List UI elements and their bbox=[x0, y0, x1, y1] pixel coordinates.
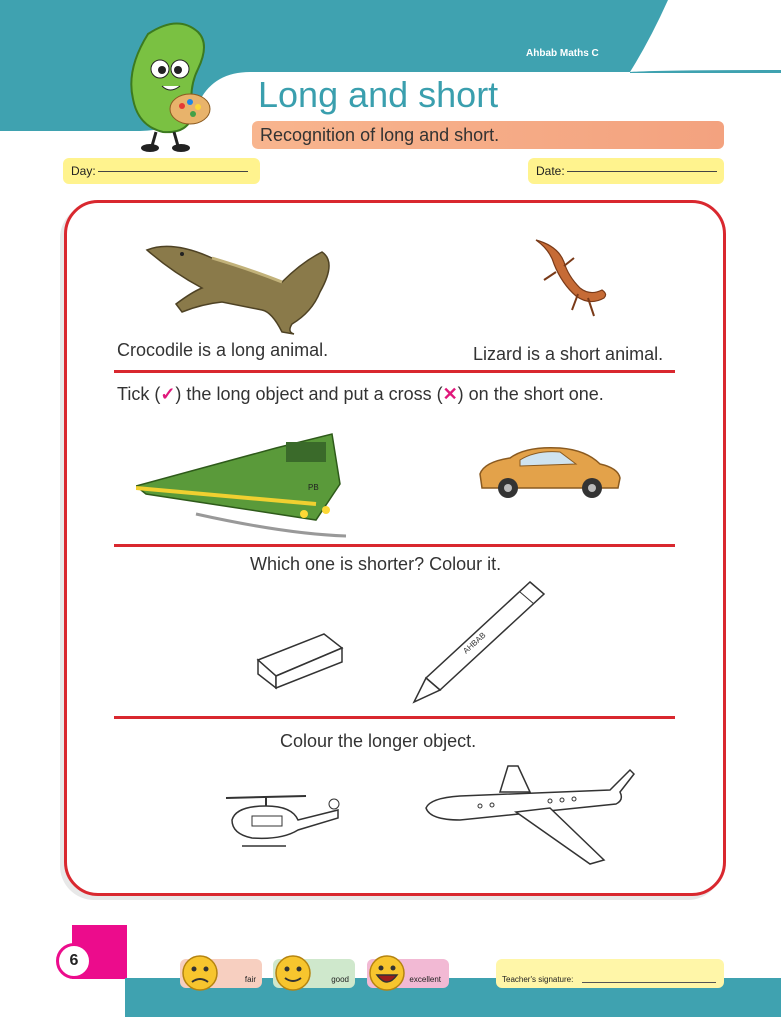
eraser-image[interactable] bbox=[254, 630, 348, 690]
laughing-face-icon bbox=[365, 951, 409, 991]
tick-instruction-part2: ) the long object and put a cross ( bbox=[175, 384, 443, 404]
day-field[interactable] bbox=[63, 158, 260, 184]
shorter-instruction: Which one is shorter? Colour it. bbox=[250, 554, 502, 574]
train-badge: PB bbox=[308, 483, 319, 492]
cross-mark-icon: ✕ bbox=[442, 384, 458, 404]
tick-instruction-part1: Tick ( bbox=[117, 384, 161, 404]
section-divider bbox=[114, 716, 675, 719]
train-image bbox=[136, 424, 356, 540]
tick-instruction bbox=[117, 384, 604, 405]
date-field[interactable] bbox=[528, 158, 724, 184]
mascot-illustration bbox=[118, 14, 218, 154]
crocodile-caption: Crocodile is a long animal. bbox=[117, 340, 329, 360]
series-label: Ahbab Maths C bbox=[526, 48, 599, 59]
tick-mark-icon: ✓ bbox=[160, 384, 176, 404]
crocodile-image bbox=[142, 232, 332, 336]
airplane-image[interactable] bbox=[420, 762, 642, 868]
rating-fair[interactable] bbox=[180, 959, 262, 988]
longer-instruction: Colour the longer object. bbox=[280, 731, 477, 751]
signature-line[interactable] bbox=[582, 982, 716, 983]
rating-good[interactable] bbox=[273, 959, 355, 988]
section-divider bbox=[114, 370, 675, 373]
day-line[interactable] bbox=[98, 171, 248, 172]
pen-image[interactable] bbox=[410, 578, 550, 706]
section-divider bbox=[114, 544, 675, 547]
date-label: Date: bbox=[536, 164, 565, 178]
teacher-signature-field[interactable] bbox=[496, 959, 724, 988]
smile-face-icon bbox=[271, 951, 315, 991]
sad-face-icon bbox=[178, 951, 222, 991]
tick-instruction-part3: ) on the short one. bbox=[457, 384, 604, 404]
lizard-image bbox=[532, 236, 612, 324]
date-line[interactable] bbox=[567, 171, 717, 172]
lizard-caption: Lizard is a short animal. bbox=[473, 344, 664, 364]
pen-brand: AHBAB bbox=[461, 630, 488, 656]
teacher-signature-label: Teacher's signature: bbox=[502, 975, 574, 984]
rating-excellent[interactable] bbox=[367, 959, 449, 988]
page-title: Long and short bbox=[258, 74, 499, 115]
day-label: Day: bbox=[71, 164, 96, 178]
rating-fair-label: fair bbox=[244, 975, 256, 984]
rating-excellent-label: excellent bbox=[409, 975, 441, 984]
page-subtitle: Recognition of long and short. bbox=[260, 125, 500, 145]
helicopter-image[interactable] bbox=[222, 780, 342, 856]
page-number: 6 bbox=[56, 943, 92, 979]
rating-good-label: good bbox=[331, 975, 349, 984]
car-image bbox=[476, 444, 622, 502]
